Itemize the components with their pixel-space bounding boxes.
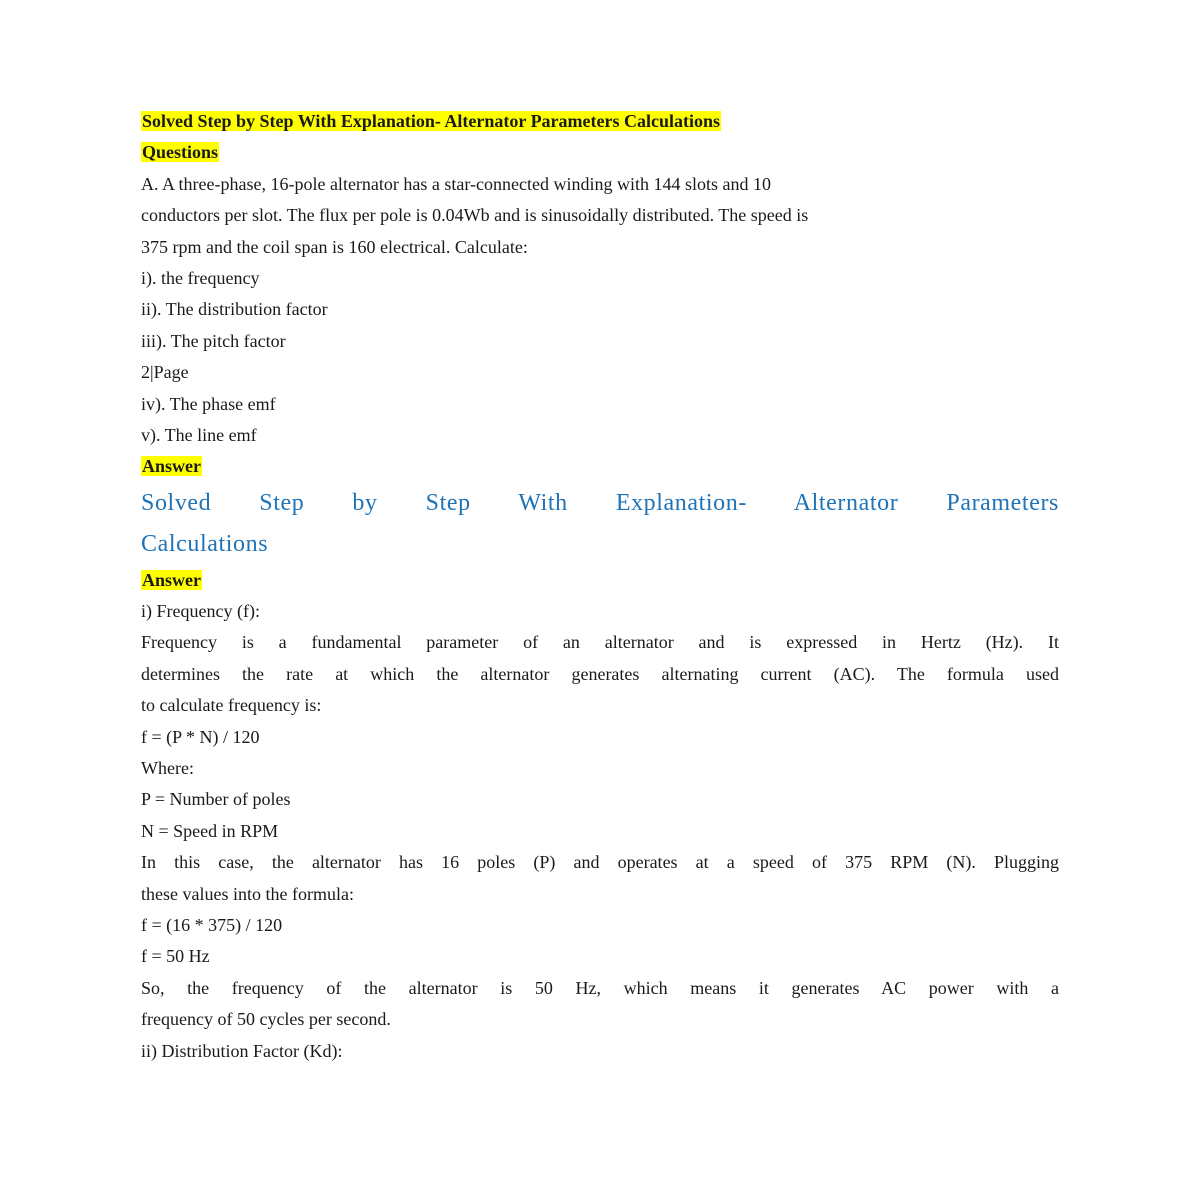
section-heading-line-2: Calculations	[141, 530, 269, 557]
formula-result: f = 50 Hz	[141, 946, 210, 967]
answer-paragraph-line: to calculate frequency is:	[141, 695, 322, 716]
answer-paragraph-line: So, the frequency of the alternator is 50 Hz, which means it generates AC power with a	[141, 977, 1059, 998]
formula: f = (16 * 375) / 120	[141, 914, 283, 935]
question-item: iv). The phase emf	[141, 393, 276, 414]
question-item: i). the frequency	[141, 267, 260, 288]
question-line: conductors per slot. The flux per pole is 0.04Wb and is sinusoidally distributed. The speed is	[141, 205, 809, 226]
answer-text: P = Number of poles	[141, 789, 291, 810]
answer-label: Answer	[142, 569, 201, 590]
answer-paragraph-line: these values into the formula:	[141, 883, 354, 904]
answer-paragraph-line: Frequency is a fundamental parameter of an alternator and is expressed in Hertz (Hz). It	[141, 632, 1059, 653]
question-line: 375 rpm and the coil span is 160 electrical. Calculate:	[141, 236, 528, 257]
answer-subheading: i) Frequency (f):	[141, 601, 260, 622]
answer-subheading: ii) Distribution Factor (Kd):	[141, 1040, 343, 1061]
answer-line	[141, 565, 1059, 596]
question-item: ii). The distribution factor	[141, 299, 328, 320]
question-item: iii). The pitch factor	[141, 330, 286, 351]
questions-label: Questions	[142, 142, 219, 163]
section-heading	[141, 483, 1059, 565]
page-marker: 2|Page	[141, 362, 189, 383]
question-line: A. A three-phase, 16-pole alternator has a star-connected winding with 144 slots and 10	[141, 173, 771, 194]
answer-paragraph-line: frequency of 50 cycles per second.	[141, 1009, 391, 1030]
answer-text: Where:	[141, 758, 194, 779]
question-item: v). The line emf	[141, 424, 257, 445]
answer-paragraph-line: determines the rate at which the alternator generates alternating current (AC). The formula used	[141, 663, 1059, 684]
document-title: Solved Step by Step With Explanation- Alternator Parameters Calculations	[142, 111, 721, 131]
title-line	[141, 106, 1059, 137]
formula: f = (P * N) / 120	[141, 726, 260, 747]
answer-paragraph-line: In this case, the alternator has 16 poles (P) and operates at a speed of 375 RPM (N). Plugging	[141, 852, 1059, 873]
answer-text: N = Speed in RPM	[141, 820, 279, 841]
answer-label: Answer	[142, 456, 201, 477]
questions-line	[141, 137, 1059, 168]
answer-line	[141, 451, 1059, 482]
document-page	[141, 106, 1059, 1067]
section-heading-line-1: Solved Step by Step With Explanation- Alternator Parameters	[141, 489, 1059, 516]
